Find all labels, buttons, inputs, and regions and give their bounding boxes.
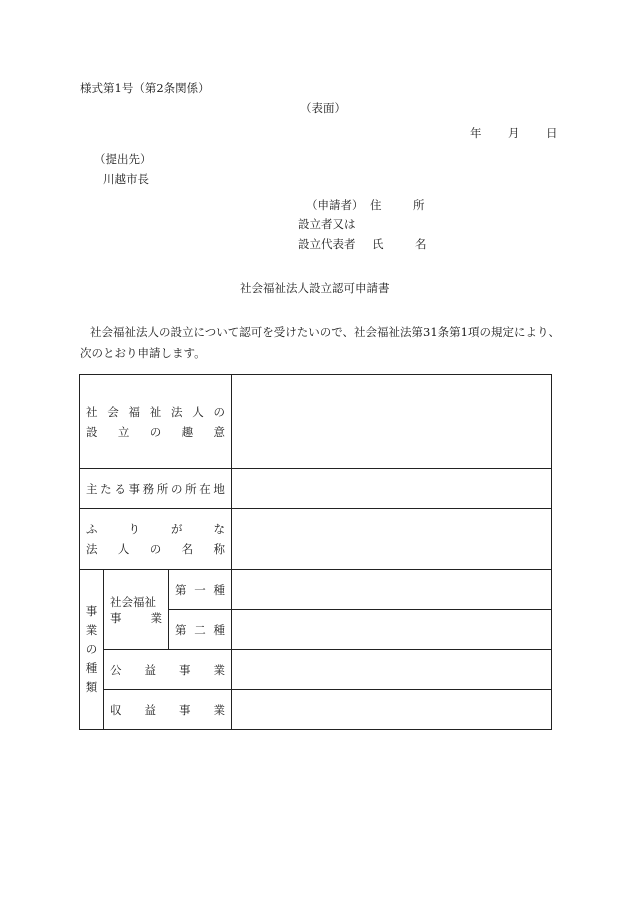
founder-line1: 設立者又は bbox=[298, 217, 356, 231]
label-char: た bbox=[100, 481, 112, 496]
label-char: 益 bbox=[144, 702, 156, 717]
purpose-label-line1 bbox=[86, 402, 225, 422]
label-char: が bbox=[171, 522, 183, 536]
label-char: 祉 bbox=[149, 404, 162, 419]
label-char: 収 bbox=[110, 702, 122, 717]
label-char: 事 bbox=[110, 610, 122, 625]
label-char: 趣 bbox=[181, 424, 194, 439]
submit-to: 川越市長 bbox=[103, 172, 149, 186]
type2-text bbox=[175, 622, 225, 638]
label-char: 名 bbox=[181, 542, 194, 556]
label-char: 立 bbox=[117, 424, 130, 439]
label-char: の bbox=[149, 542, 162, 556]
label-char: 所 bbox=[156, 481, 169, 496]
label-char: 所 bbox=[185, 481, 197, 496]
form-number: 様式第1号（第2条関係） bbox=[80, 81, 210, 95]
label-char: 務 bbox=[142, 481, 155, 496]
document-title: 社会福祉法人設立認可申請書 bbox=[240, 281, 390, 295]
label-char: 業 bbox=[213, 702, 225, 717]
label-char: 人 bbox=[117, 542, 130, 556]
label-char: 類 bbox=[85, 680, 98, 694]
label-char: 事 bbox=[179, 662, 191, 677]
label-char: 業 bbox=[213, 662, 225, 677]
label-char: 種 bbox=[85, 661, 98, 675]
date-row bbox=[470, 125, 558, 141]
purpose-label bbox=[80, 375, 232, 469]
corp-name-label bbox=[80, 509, 232, 570]
label-char: 意 bbox=[213, 424, 225, 439]
social-welfare-line2 bbox=[110, 610, 162, 626]
label-char: の bbox=[170, 481, 183, 496]
label-char: 事 bbox=[85, 604, 98, 618]
label-char: 主 bbox=[86, 481, 98, 496]
label-char: 地 bbox=[213, 481, 225, 496]
founder-line2: 設立代表者 bbox=[298, 237, 356, 251]
corp-name-label-text bbox=[86, 539, 225, 559]
office-row bbox=[80, 469, 552, 509]
office-label bbox=[80, 469, 232, 509]
business-type-vertical bbox=[80, 602, 103, 697]
type1-text bbox=[175, 582, 225, 598]
label-char: 第 bbox=[175, 622, 187, 637]
label-char: 称 bbox=[213, 542, 225, 556]
label-char: 事 bbox=[128, 481, 140, 496]
type2-field[interactable] bbox=[232, 610, 552, 650]
label-char: の bbox=[85, 642, 98, 656]
label-char: 設 bbox=[86, 424, 98, 439]
application-table bbox=[79, 374, 552, 730]
label-char: 法 bbox=[171, 404, 183, 419]
type1-label bbox=[169, 570, 232, 610]
label-char: 公 bbox=[110, 662, 122, 677]
public-interest-label bbox=[104, 650, 232, 690]
profit-field[interactable] bbox=[232, 690, 552, 730]
office-field[interactable] bbox=[232, 469, 552, 509]
body-text: 社会福祉法人の設立について認可を受けたいので、社会福祉法第31条第1項の規定により、次のとおり申請します。 bbox=[80, 325, 560, 360]
type2-label bbox=[169, 610, 232, 650]
label-char: 一 bbox=[194, 582, 206, 597]
label-char: 事 bbox=[179, 702, 191, 717]
purpose-label-line2 bbox=[86, 422, 225, 442]
label-char: 在 bbox=[199, 481, 211, 496]
page-side-label: （表面） bbox=[300, 101, 346, 115]
public-interest-field[interactable] bbox=[232, 650, 552, 690]
corp-name-field[interactable] bbox=[232, 509, 552, 570]
label-char: 社 bbox=[86, 404, 98, 419]
label-char: 第 bbox=[175, 582, 187, 597]
label-char: 会 bbox=[107, 404, 119, 419]
label-char: 種 bbox=[213, 622, 226, 637]
profit-label bbox=[104, 690, 232, 730]
business-type-label bbox=[80, 570, 104, 730]
label-char: り bbox=[128, 522, 140, 536]
social-welfare-label bbox=[104, 570, 169, 650]
label-char: 益 bbox=[144, 662, 156, 677]
public-interest-text bbox=[110, 662, 225, 678]
label-char: の bbox=[213, 404, 225, 419]
name-label: 氏 名 bbox=[372, 237, 437, 251]
date-month: 月 bbox=[508, 126, 520, 140]
label-char: 福 bbox=[128, 404, 140, 419]
corp-name-row bbox=[80, 509, 552, 570]
type1-field[interactable] bbox=[232, 570, 552, 610]
social-welfare-line1: 社会福祉 bbox=[110, 594, 156, 609]
office-label-text bbox=[86, 479, 225, 499]
profit-text bbox=[110, 702, 225, 718]
applicant-role: （申請者） bbox=[306, 198, 364, 212]
label-char: る bbox=[114, 481, 126, 496]
label-char: 二 bbox=[194, 622, 206, 637]
submit-label: （提出先） bbox=[94, 152, 152, 166]
type1-row bbox=[80, 570, 552, 610]
date-year: 年 bbox=[470, 126, 482, 140]
label-char: 人 bbox=[192, 404, 204, 419]
public-interest-row bbox=[80, 650, 552, 690]
date-day: 日 bbox=[546, 126, 558, 140]
profit-row bbox=[80, 690, 552, 730]
furigana-label bbox=[86, 519, 225, 539]
purpose-field[interactable] bbox=[232, 375, 552, 469]
label-char: 業 bbox=[150, 610, 162, 625]
label-char: の bbox=[149, 424, 162, 439]
label-char: 種 bbox=[213, 582, 226, 597]
purpose-row bbox=[80, 375, 552, 469]
label-char: 法 bbox=[86, 542, 98, 556]
address-label: 住 所 bbox=[370, 198, 435, 212]
label-char: な bbox=[213, 522, 225, 536]
label-char: 業 bbox=[85, 623, 98, 637]
label-char: ふ bbox=[86, 522, 98, 536]
